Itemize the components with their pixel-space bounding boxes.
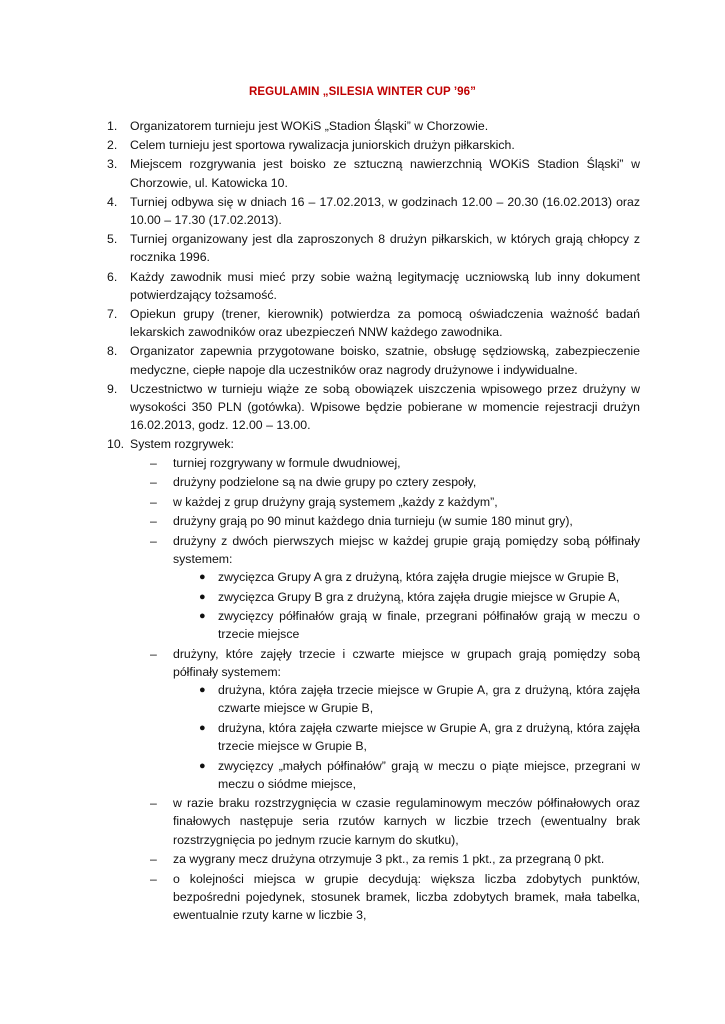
list-item (107, 117, 640, 135)
regulations-list (107, 117, 640, 926)
list-item (107, 193, 640, 229)
bullet-marker: ● (199, 571, 206, 584)
dash-marker: – (150, 852, 157, 867)
item-number: 8. (107, 344, 118, 359)
bullet-marker: ● (199, 610, 206, 623)
system-point-text: w razie braku rozstrzygnięcia w czasie regulaminowym meczów półfinałowych oraz finałowych następuje seria rzutów karnych w liczbie trzech (ewentualny brak rozstrzygnięcia po jednym rzucie karnym do skutku), (173, 796, 640, 847)
bullet-text: drużyna, która zajęła trzecie miejsce w Grupie A, gra z drużyną, która zajęła czwarte miejsce w Grupie B, (218, 683, 640, 716)
item-number: 2. (107, 138, 118, 153)
bullet-marker: ● (199, 759, 206, 772)
system-point (130, 645, 640, 793)
system-point (130, 493, 640, 511)
system-point-text: drużyny podzielone są na dwie grupy po cztery zespoły, (173, 475, 477, 490)
semifinal-bullets (173, 568, 640, 643)
system-point-text: drużyny, które zajęły trzecie i czwarte miejsce w grupach grają pomiędzy sobą półfinały systemem: (173, 646, 640, 679)
item-number: 4. (107, 194, 118, 209)
bullet-item (130, 719, 640, 755)
item-text: Każdy zawodnik musi mieć przy sobie ważną legitymację uczniowską lub inny dokument potwierdzający tożsamość. (130, 269, 640, 302)
system-point-text: za wygrany mecz drużyna otrzymuje 3 pkt., za remis 1 pkt., za przegraną 0 pkt. (173, 852, 605, 867)
dash-marker: – (150, 514, 157, 529)
item-number: 9. (107, 381, 118, 396)
bullet-item (130, 588, 640, 606)
bullet-item (130, 568, 640, 586)
item-number: 10. (107, 437, 125, 452)
item-text: Turniej odbywa się w dniach 16 – 17.02.2013, w godzinach 12.00 – 20.30 (16.02.2013) oraz 10.00 – 17.30 (17.02.2013). (130, 194, 640, 228)
bullet-item (130, 757, 640, 793)
bullet-item (130, 681, 640, 717)
list-item (107, 136, 640, 154)
system-point (130, 512, 640, 530)
bullet-marker: ● (199, 684, 206, 697)
bullet-text: zwycięzcy „małych półfinałów” grają w meczu o piąte miejsce, przegrani w meczu o siódme miejsce, (218, 758, 640, 791)
system-point (130, 850, 640, 868)
list-item-system (107, 435, 640, 924)
system-point-text: w każdej z grup drużyny grają systemem „każdy z każdym”, (173, 494, 498, 509)
system-point-text: drużyny grają po 90 minut każdego dnia turnieju (w sumie 180 minut gry), (173, 514, 573, 529)
bullet-marker: ● (199, 721, 206, 734)
item-text: Opiekun grupy (trener, kierownik) potwierdza za pomocą oświadczenia ważność badań lekarskich zawodników oraz ubezpieczeń NNW każdego zawodnika. (130, 307, 640, 340)
item-text: Miejscem rozgrywania jest boisko ze sztuczną nawierzchnią WOKiS Stadion Śląski” w Chorzowie, ul. Katowicka 10. (130, 157, 640, 190)
item-text: System rozgrywek: (130, 437, 234, 452)
list-item (107, 380, 640, 435)
system-point (130, 454, 640, 472)
dash-marker: – (150, 646, 157, 661)
document-title: REGULAMIN „SILESIA WINTER CUP ’96” (248, 86, 477, 98)
item-text: Uczestnictwo w turnieju wiąże ze sobą obowiązek uiszczenia wpisowego przez drużyny w wysokości 350 PLN (gotówka). Wpisowe będzie pobierane w momencie rejestracji drużyn 16.02.2013, godz. 12.00 – 13.00. (130, 381, 640, 433)
system-point (130, 794, 640, 849)
system-point-text: drużyny z dwóch pierwszych miejsc w każdej grupie grają pomiędzy sobą półfinały systemem: (173, 533, 640, 566)
list-item (107, 305, 640, 341)
bullet-text: zwycięzca Grupy B gra z drużyną, która zajęła drugie miejsce w Grupie A, (218, 589, 620, 604)
dash-marker: – (150, 494, 157, 509)
system-point-text: o kolejności miejsca w grupie decydują: większa liczba zdobytych punktów, bezpośredni pojedynek, stosunek bramek, liczba zdobytych bramek, mała tabelka, ewentualnie rzuty karne w liczbie 3, (173, 871, 640, 923)
system-point (130, 870, 640, 925)
item-text: Organizatorem turnieju jest WOKiS „Stadion Śląski” w Chorzowie. (130, 119, 489, 133)
item-number: 6. (107, 269, 118, 284)
small-semifinal-bullets (173, 681, 640, 793)
bullet-text: zwycięzca Grupy A gra z drużyną, która zajęła drugie miejsce w Grupie B, (218, 570, 620, 585)
dash-marker: – (150, 475, 157, 490)
list-item (107, 342, 640, 378)
item-text: Turniej organizowany jest dla zaproszonych 8 drużyn piłkarskich, w których grają chłopcy z rocznika 1996. (130, 232, 640, 265)
list-item (107, 230, 640, 266)
dash-marker: – (150, 871, 157, 886)
item-number: 5. (107, 232, 118, 247)
bullet-marker: ● (199, 590, 206, 603)
item-number: 3. (107, 157, 118, 172)
dash-marker: – (150, 533, 157, 548)
system-point (130, 532, 640, 644)
system-sublist (130, 454, 640, 925)
dash-marker: – (150, 796, 157, 811)
item-text: Celem turnieju jest sportowa rywalizacja juniorskich drużyn piłkarskich. (130, 138, 515, 153)
bullet-item (130, 607, 640, 643)
bullet-text: zwycięzcy półfinałów grają w finale, przegrani półfinałów grają w meczu o trzecie miejsce (218, 609, 640, 642)
item-number: 1. (107, 119, 118, 133)
system-point-text: turniej rozgrywany w formule dwudniowej, (173, 455, 401, 470)
list-item (107, 268, 640, 304)
system-point (130, 473, 640, 491)
dash-marker: – (150, 455, 157, 470)
list-item (107, 155, 640, 191)
item-number: 7. (107, 307, 118, 322)
bullet-text: drużyna, która zajęła czwarte miejsce w Grupie A, gra z drużyną, która zajęła trzecie miejsce w Grupie B, (218, 720, 640, 754)
item-text: Organizator zapewnia przygotowane boisko, szatnie, obsługę sędziowską, zabezpieczenie medyczne, ciepłe napoje dla uczestników oraz nagrody drużynowe i indywidualne. (130, 344, 640, 377)
